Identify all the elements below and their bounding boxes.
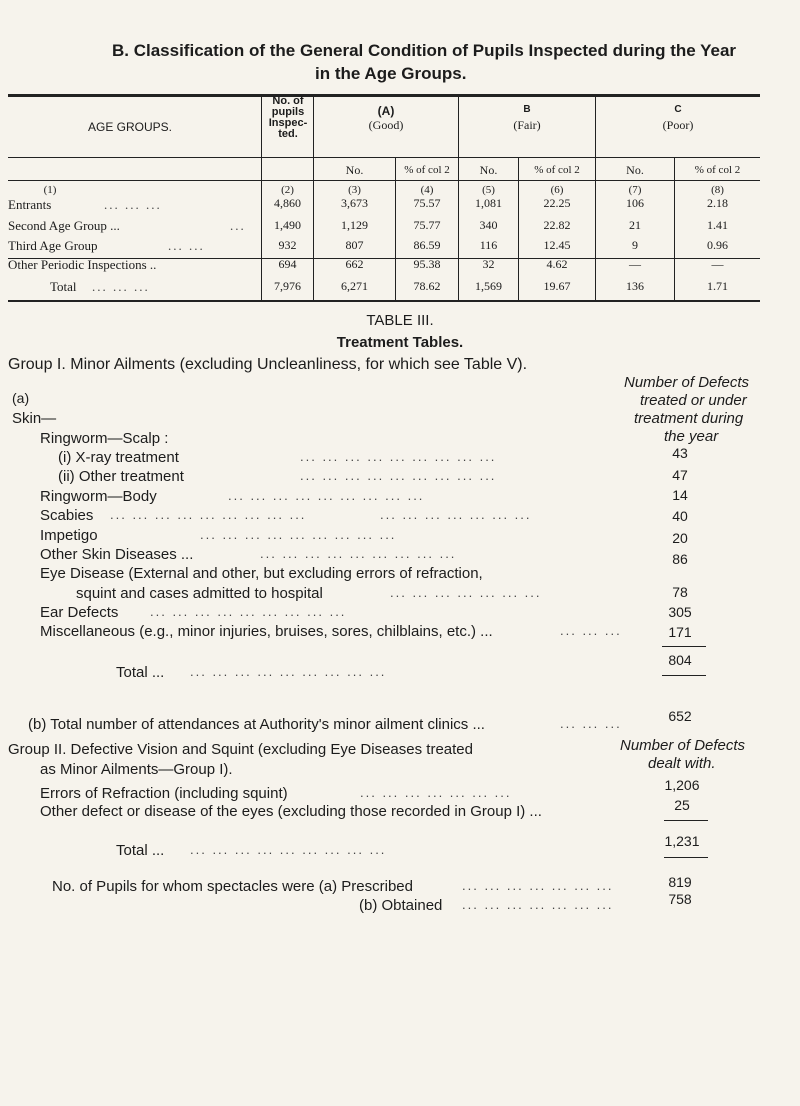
table3-subtitle: Treatment Tables. <box>336 334 464 351</box>
col-number-5: (5) <box>482 184 495 196</box>
cell: 1,569 <box>475 279 502 293</box>
cell: 1,490 <box>274 218 301 232</box>
item-errors-refraction: Errors of Refraction (including squint) <box>40 785 288 802</box>
spectacles-prescribed: 819 <box>668 874 692 890</box>
cell: 78.62 <box>413 279 441 293</box>
cell: — <box>629 257 641 271</box>
dots: ... ... ... <box>560 623 622 638</box>
spectacles-line1: No. of Pupils for whom spectacles were (a) Prescribed <box>52 878 413 895</box>
col-number-3: (3) <box>348 184 361 196</box>
section-title-line2: in the Age Groups. <box>315 64 467 83</box>
sub-header-no-a: No. <box>345 163 364 177</box>
dots: ... ... ... ... ... ... ... ... ... <box>150 604 347 619</box>
cell: 694 <box>278 257 297 271</box>
skin-label: Skin— <box>12 410 57 427</box>
item-other-eye-defect: Other defect or disease of the eyes (excluding those recorded in Group I) ... <box>40 803 542 820</box>
group1-b-text: (b) Total number of attendances at Authority's minor ailment clinics ... <box>28 716 485 733</box>
cell: 4,860 <box>274 196 301 210</box>
group2-heading-line1: Group II. Defective Vision and Squint (excluding Eye Diseases treated <box>8 741 473 758</box>
age-groups-header: AGE GROUPS. <box>88 120 173 134</box>
spectacles-obtained: 758 <box>668 891 692 907</box>
dots: ... ... ... ... ... ... ... <box>360 785 512 800</box>
total-row-label: Total <box>50 279 77 294</box>
cell: 21 <box>629 218 641 232</box>
sub-header-no-b: No. <box>479 163 498 177</box>
dots: ... ... ... ... ... ... ... ... ... <box>260 546 457 561</box>
item-other-skin: Other Skin Diseases ... <box>40 546 194 563</box>
sub-header-pct-c: % of col 2 <box>694 164 741 176</box>
cell: 106 <box>626 196 644 210</box>
group1-side-header-4: the year <box>664 428 719 445</box>
dots: ... ... ... ... ... ... ... ... ... <box>300 468 497 483</box>
dots: ... ... ... ... ... ... ... <box>462 897 614 912</box>
item-eye-disease-line1: Eye Disease (External and other, but excluding errors of refraction, <box>40 565 483 582</box>
item-impetigo: Impetigo <box>40 527 98 544</box>
dots: ... ... ... ... ... ... ... ... ... <box>190 842 387 857</box>
dots: ... ... ... ... ... ... ... <box>380 507 532 522</box>
col-number-7: (7) <box>628 184 642 196</box>
cell: 75.57 <box>413 196 441 210</box>
group2-total-label: Total ... <box>116 842 165 859</box>
row-label-other-periodic: Other Periodic Inspections .. <box>8 257 157 272</box>
sub-header-no-c: No. <box>626 163 644 177</box>
value-other-skin: 86 <box>672 551 688 567</box>
dots: ... ... ... ... ... ... ... ... ... <box>300 449 497 464</box>
cell: 1,129 <box>341 218 368 232</box>
row-label-third-age-group: Third Age Group <box>8 238 98 253</box>
value-scabies: 40 <box>672 508 688 524</box>
value-other-eye-defect: 25 <box>674 797 690 813</box>
cell: 12.45 <box>543 238 571 252</box>
dots: ... ... ... ... ... ... ... ... ... <box>190 664 387 679</box>
cell: 32 <box>482 257 495 271</box>
group1-a-label: (a) <box>12 390 30 406</box>
table3-title: TABLE III. <box>366 312 434 329</box>
cell: 4.62 <box>546 257 568 271</box>
group2-side-header-1: Number of Defects <box>620 737 746 754</box>
col-number-2: (2) <box>281 184 294 196</box>
group2-total-value: 1,231 <box>664 833 700 849</box>
group1-side-header-1: Number of Defects <box>624 374 750 391</box>
cell: 662 <box>345 257 364 271</box>
group1-side-header-3: treatment during <box>634 410 744 427</box>
value-xray: 43 <box>672 445 688 461</box>
col-a-letter: (A) <box>377 104 395 118</box>
dots: ... ... ... ... ... ... ... <box>390 585 542 600</box>
value-impetigo: 20 <box>672 530 688 546</box>
cell: 932 <box>278 238 297 252</box>
group1-side-header-2: treated or under <box>640 392 747 409</box>
col-b-label: (Fair) <box>513 118 541 132</box>
item-ear-defects: Ear Defects <box>40 604 119 621</box>
sub-header-pct-a: % of col 2 <box>404 164 450 176</box>
item-miscellaneous: Miscellaneous (e.g., minor injuries, bruises, sores, chilblains, etc.) ... <box>40 623 493 640</box>
group2-side-header-2: dealt with. <box>648 755 716 772</box>
value-ear-defects: 305 <box>668 604 692 620</box>
cell: 9 <box>632 238 638 252</box>
col-number-8: (8) <box>711 184 724 196</box>
group2-heading-line2: as Minor Ailments—Group I). <box>40 761 233 778</box>
dots: ... ... ... <box>560 716 622 731</box>
cell: 0.96 <box>707 238 728 252</box>
dots: ... ... ... ... ... ... ... ... ... <box>200 527 397 542</box>
group1-total-value: 804 <box>668 652 692 668</box>
cell: 22.82 <box>543 218 571 232</box>
group1-b-value: 652 <box>668 708 692 724</box>
cell: 19.67 <box>543 279 571 293</box>
col-number-4: (4) <box>420 184 434 196</box>
value-errors-refraction: 1,206 <box>664 777 700 793</box>
cell: 1.41 <box>707 218 728 232</box>
value-miscellaneous: 171 <box>668 624 692 640</box>
cell: 86.59 <box>413 238 441 252</box>
col-number-6: (6) <box>550 184 564 196</box>
group1-heading: Group I. Minor Ailments (excluding Uncleanliness, for which see Table V). <box>8 356 528 373</box>
col-a-label: (Good) <box>368 118 404 132</box>
item-eye-disease-line2: squint and cases admitted to hospital <box>76 585 323 602</box>
cell: 1.71 <box>707 279 728 293</box>
col-c-letter: C <box>674 104 682 115</box>
sub-header-pct-b: % of col 2 <box>534 164 580 176</box>
dots: ... ... ... ... ... ... ... <box>462 878 614 893</box>
value-eye-disease: 78 <box>672 584 688 600</box>
row-dots-entrants: ... ... ... <box>104 197 162 212</box>
item-scabies: Scabies <box>40 507 94 524</box>
cell: 116 <box>479 238 498 252</box>
row-label-entrants: Entrants <box>8 197 52 212</box>
cell: 75.77 <box>413 218 441 232</box>
cell: 7,976 <box>274 279 301 293</box>
dots: ... ... ... ... ... ... ... ... ... <box>228 488 425 503</box>
col-b-letter: B <box>523 104 531 115</box>
cell: 22.25 <box>543 196 571 210</box>
row-dots-second-age-group: ... <box>230 218 246 233</box>
cell: 807 <box>345 238 364 252</box>
cell: 340 <box>479 218 498 232</box>
cell: 2.18 <box>707 196 728 210</box>
row-dots-third-age-group: ... ... <box>168 238 205 253</box>
cell: 136 <box>626 279 644 293</box>
spectacles-line2: (b) Obtained <box>359 897 443 914</box>
cell: 6,271 <box>341 279 368 293</box>
row-label-second-age-group: Second Age Group ... <box>8 218 120 233</box>
total-row-dots: ... ... ... <box>92 279 150 294</box>
group1-total-label: Total ... <box>116 664 165 681</box>
col-number-1: (1) <box>43 184 57 196</box>
section-title-line1: B. Classification of the General Condition of Pupils Inspected during the Year <box>112 41 737 60</box>
value-other-treatment: 47 <box>672 467 688 483</box>
cell: 1,081 <box>475 196 502 210</box>
item-ringworm-body: Ringworm—Body <box>40 488 157 505</box>
value-ringworm-body: 14 <box>672 487 688 503</box>
cell: 95.38 <box>413 257 441 271</box>
pupils-inspected-header: No. of pupils Inspec- ted. <box>268 95 308 140</box>
col-c-label: (Poor) <box>662 118 694 132</box>
item-other-treatment: (ii) Other treatment <box>58 468 184 485</box>
cell: 3,673 <box>341 196 368 210</box>
cell: — <box>711 257 724 271</box>
dots: ... ... ... ... ... ... ... ... ... <box>110 507 307 522</box>
item-xray: (i) X-ray treatment <box>58 449 179 466</box>
item-ringworm-scalp: Ringworm—Scalp : <box>40 430 169 447</box>
